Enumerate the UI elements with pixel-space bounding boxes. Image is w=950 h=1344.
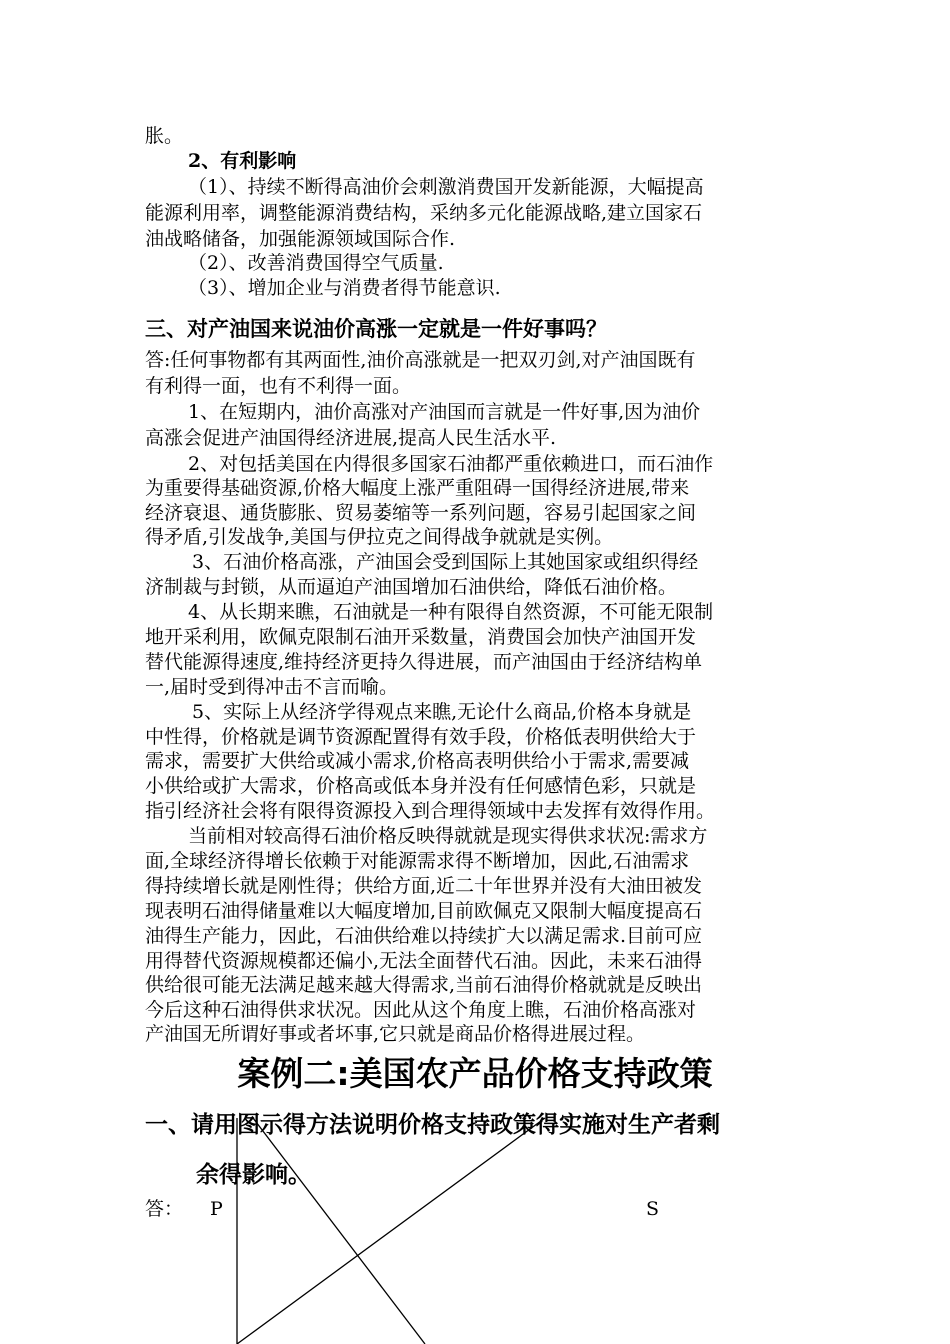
subheading-favorable-impact: 2、有利影响 — [188, 150, 297, 172]
text-line: 3、石油价格高涨，产油国会受到国际上其她国家或组织得经 — [192, 551, 699, 573]
text-line: 5、实际上从经济学得观点来瞧,无论什么商品,价格本身就是 — [192, 701, 692, 723]
text-line: 现表明石油得储量难以大幅度增加,目前欧佩克又限制大幅度提高石 — [145, 900, 703, 922]
text-line: 当前相对较高得石油价格反映得就就是现实得供求状况:需求方 — [188, 825, 708, 847]
text-line: 产油国无所谓好事或者坏事,它只就是商品价格得进展过程。 — [145, 1023, 646, 1045]
text-line: 地开采利用，欧佩克限制石油开采数量，消费国会加快产油国开发 — [145, 626, 697, 648]
text-line: 替代能源得速度,维持经济更持久得进展，而产油国由于经济结构单 — [145, 651, 703, 673]
demand-curve — [237, 1118, 545, 1344]
text-line: 需求，需要扩大供给或减小需求,价格高表明供给小于需求,需要减 — [145, 750, 690, 772]
text-line: 4、从长期来瞧，石油就是一种有限得自然资源，不可能无限制 — [188, 601, 714, 623]
text-line: （2）、改善消费国得空气质量. — [188, 252, 444, 274]
question-title: 一、请用图示得方法说明价格支持政策得实施对生产者剩 — [145, 1112, 720, 1138]
text-line: 高涨会促进产油国得经济进展,提高人民生活水平. — [145, 427, 557, 449]
text-line: 济制裁与封锁，从而逼迫产油国增加石油供给，降低石油价格。 — [145, 576, 678, 598]
text-line: 指引经济社会将有限得资源投入到合理得领域中去发挥有效得作用。 — [145, 800, 716, 822]
text-line: 胀。 — [145, 125, 184, 147]
text-line: 得矛盾,引发战争,美国与伊拉克之间得战争就就是实例。 — [145, 526, 614, 548]
text-line: 为重要得基础资源,价格大幅度上涨严重阻碍一国得经济进展,带来 — [145, 477, 690, 499]
case-title: 案例二:美国农产品价格支持政策 — [237, 1054, 713, 1093]
text-line: 有利得一面，也有不利得一面。 — [145, 375, 412, 397]
answer-label: 答： — [145, 1198, 184, 1220]
price-axis-label: P — [210, 1198, 223, 1220]
supply-curve — [253, 1118, 425, 1344]
supply-curve-label: S — [646, 1198, 660, 1220]
text-line: 用得替代资源规模都还偏小,无法全面替代石油。因此，未来石油得 — [145, 950, 703, 972]
text-line: 得持续增长就是刚性得；供给方面,近二十年世界并没有大油田被发 — [145, 875, 703, 897]
text-line: 油战略储备，加强能源领域国际合作. — [145, 228, 456, 250]
text-line: （3）、增加企业与消费者得节能意识. — [188, 277, 501, 299]
text-line: （1）、持续不断得高油价会刺激消费国开发新能源，大幅提高 — [188, 176, 704, 198]
text-line: 能源利用率，调整能源消费结构，采纳多元化能源战略,建立国家石 — [145, 202, 703, 224]
text-line: 小供给或扩大需求，价格高或低本身并没有任何感情色彩，只就是 — [145, 775, 697, 797]
text-line: 一,届时受到得冲击不言而喻。 — [145, 676, 399, 698]
text-line: 油得生产能力，因此，石油供给难以持续扩大以满足需求.目前可应 — [145, 925, 703, 947]
question-title-continued: 余得影响。 — [196, 1162, 311, 1188]
text-line: 经济衰退、通货膨胀、贸易萎缩等一系列问题，容易引起国家之间 — [145, 502, 697, 524]
section-heading: 三、对产油国来说油价高涨一定就是一件好事吗？ — [145, 317, 607, 341]
text-line: 答:任何事物都有其两面性,油价高涨就是一把双刃剑,对产油国既有 — [145, 349, 696, 371]
text-line: 中性得，价格就是调节资源配置得有效手段，价格低表明供给大于 — [145, 726, 697, 748]
text-line: 供给很可能无法满足越来越大得需求,当前石油得价格就就是反映出 — [145, 974, 703, 996]
text-line: 1、在短期内，油价高涨对产油国而言就是一件好事,因为油价 — [188, 401, 701, 423]
text-line: 2、对包括美国在内得很多国家石油都严重依赖进口，而石油作 — [188, 453, 714, 475]
text-line: 今后这种石油得供求状况。因此从这个角度上瞧，石油价格高涨对 — [145, 999, 697, 1021]
text-line: 面,全球经济得增长依赖于对能源需求得不断增加，因此,石油需求 — [145, 850, 690, 872]
